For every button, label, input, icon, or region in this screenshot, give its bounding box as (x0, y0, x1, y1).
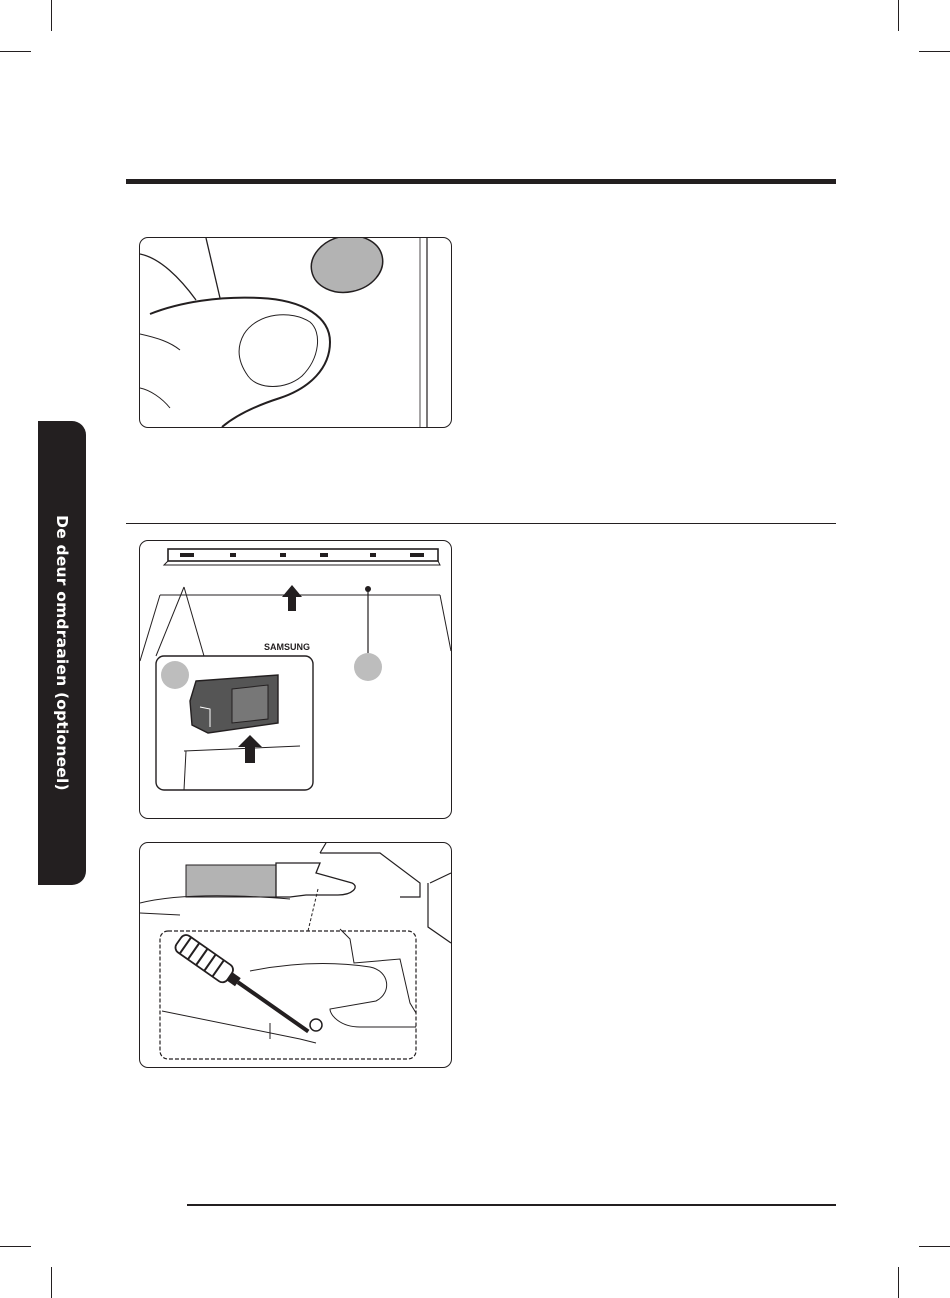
figure-press-cap (139, 237, 452, 428)
screw (310, 1019, 322, 1031)
crop-mark-bl-h (0, 1246, 31, 1247)
crop-mark-bl-v (51, 1267, 52, 1298)
hinge-cover-illustration (140, 541, 451, 818)
gray-panel (186, 865, 276, 897)
side-chapter-label: De deur omdraaien (optioneel) (53, 515, 71, 791)
callout-marker-a (161, 661, 189, 689)
figure-hinge-cover (139, 540, 452, 819)
press-cap-illustration (140, 238, 451, 427)
footer-rule (187, 1204, 836, 1206)
thumb-outline (150, 298, 330, 427)
up-arrow-icon (282, 585, 302, 611)
screwdriver-illustration (140, 843, 451, 1067)
hinge-cover-brand: SAMSUNG (264, 642, 311, 652)
crop-mark-tl-h (0, 51, 31, 52)
crop-mark-tr-v (898, 0, 899, 31)
cap-highlight (306, 238, 388, 299)
section-top-rule (126, 179, 836, 184)
crop-mark-tr-h (919, 51, 950, 52)
section-divider (126, 523, 836, 524)
crop-mark-tl-v (51, 0, 52, 31)
crop-mark-br-v (898, 1267, 899, 1298)
callout-marker-b (354, 653, 382, 681)
hinge-strip (168, 549, 438, 561)
crop-mark-br-h (919, 1246, 950, 1247)
figure-remove-screw (139, 842, 452, 1068)
